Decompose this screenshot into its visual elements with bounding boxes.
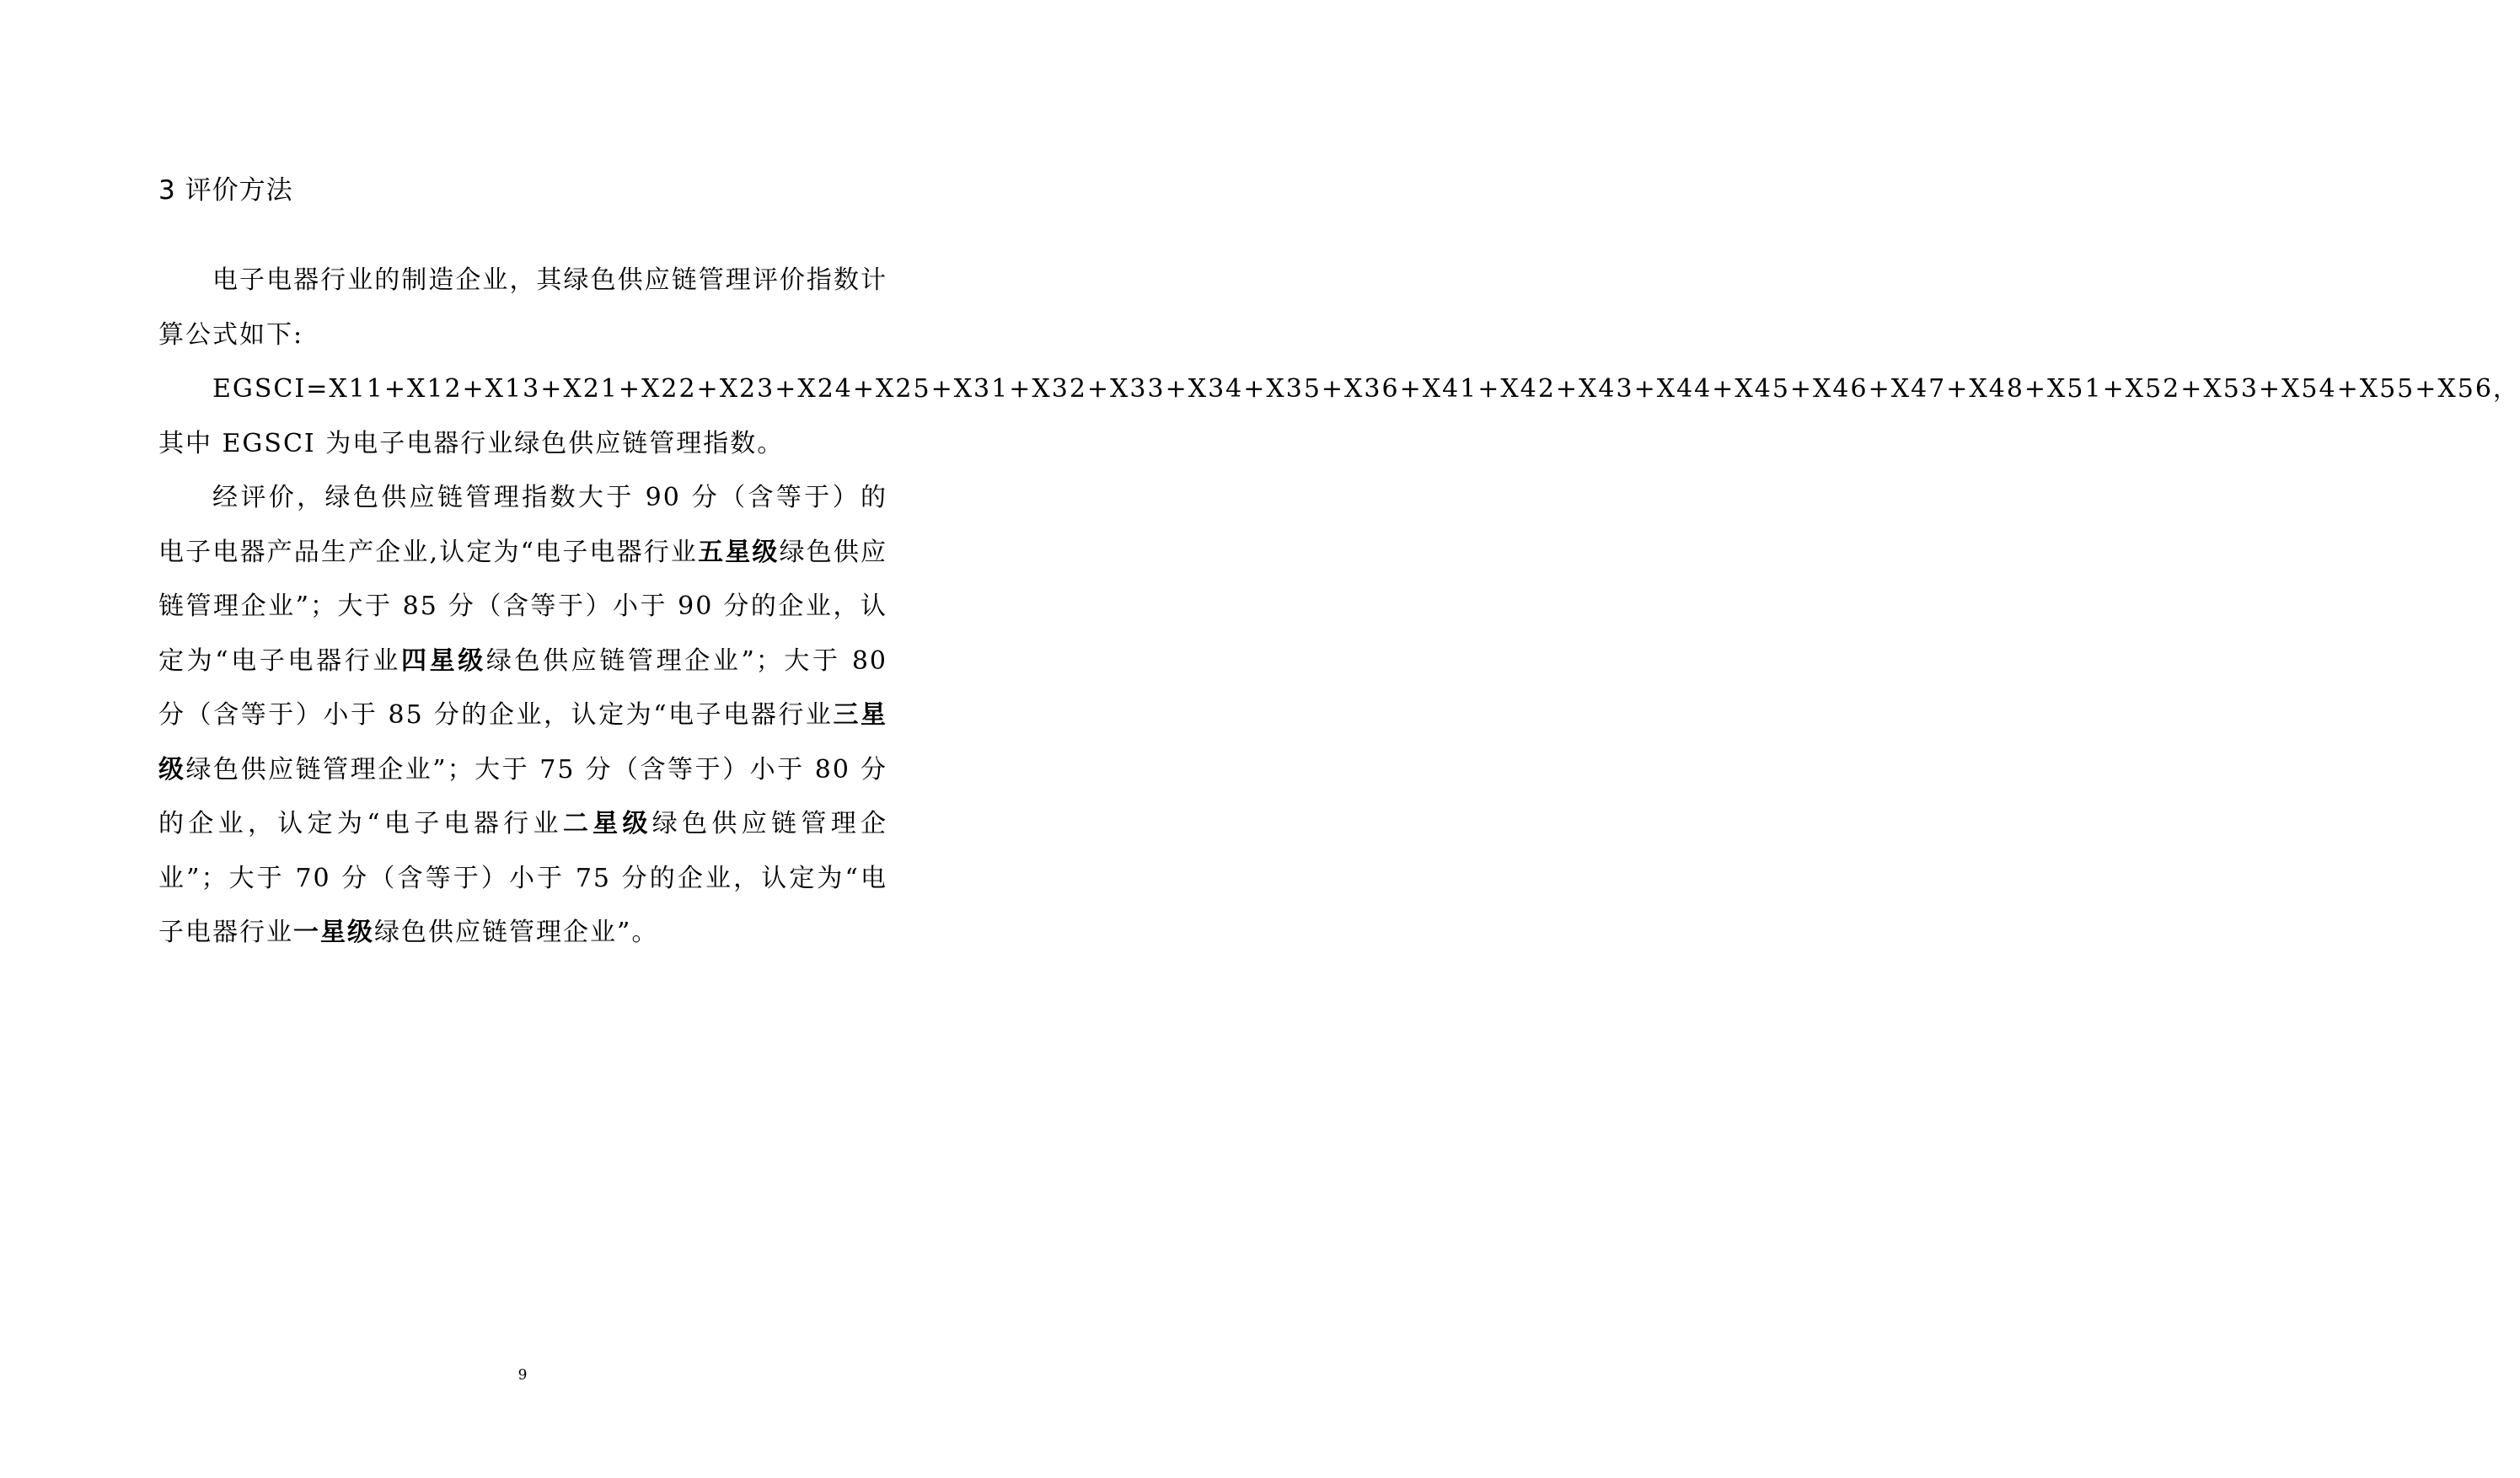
rating-text-2: 绿色供应链管理企业”；大于 85 分（含等于）小于 90 分的企业，认定为“电子电器行业 <box>158 537 888 676</box>
rating-text-1: 经评价，绿色供应链管理指数大于 90 分（含等于）的电子电器产品生产企业,认定为“电子电器行业 <box>158 483 887 567</box>
two-star-level: 二星级 <box>562 809 652 838</box>
page-number: 9 <box>517 1367 528 1384</box>
formula-paragraph: EGSCI=X11+X12+X13+X21+X22+X23+X24+X25+X31+X32+X33+X34+X35+X36+X41+X42+X43+X44+X45+X46+X47+X48+X51+X52+X53+X54+X55+X56，其中 EGSCI 为电子电器行业绿色供应链管理指数。 <box>158 374 2520 458</box>
four-star-level: 四星级 <box>400 645 486 676</box>
rating-text-4: 绿色供应链管理企业”；大于 75 分（含等于）小于 80 分的企业，认定为“电子电器行业 <box>158 754 887 838</box>
section-number: 3 <box>158 175 176 206</box>
five-star-level: 五星级 <box>698 537 780 567</box>
rating-text-5: 绿色供应链管理企业”；大于 70 分（含等于）小于 75 分的企业，认定为“电子电器行业 <box>158 809 888 947</box>
rating-text-3: 绿色供应链管理企业”；大于 80 分（含等于）小于 85 分的企业，认定为“电子电器行业 <box>158 645 888 730</box>
section-body <box>158 254 2520 961</box>
three-star-level: 三星级 <box>158 700 887 785</box>
section-title: 评价方法 <box>185 175 293 206</box>
intro-paragraph: 电子电器行业的制造企业，其绿色供应链管理评价指数计算公式如下: <box>158 265 887 350</box>
rating-text-6: 绿色供应链管理企业”。 <box>374 918 659 947</box>
one-star-level: 一星级 <box>293 918 374 947</box>
rating-paragraph <box>158 471 887 961</box>
section-heading <box>158 169 293 212</box>
